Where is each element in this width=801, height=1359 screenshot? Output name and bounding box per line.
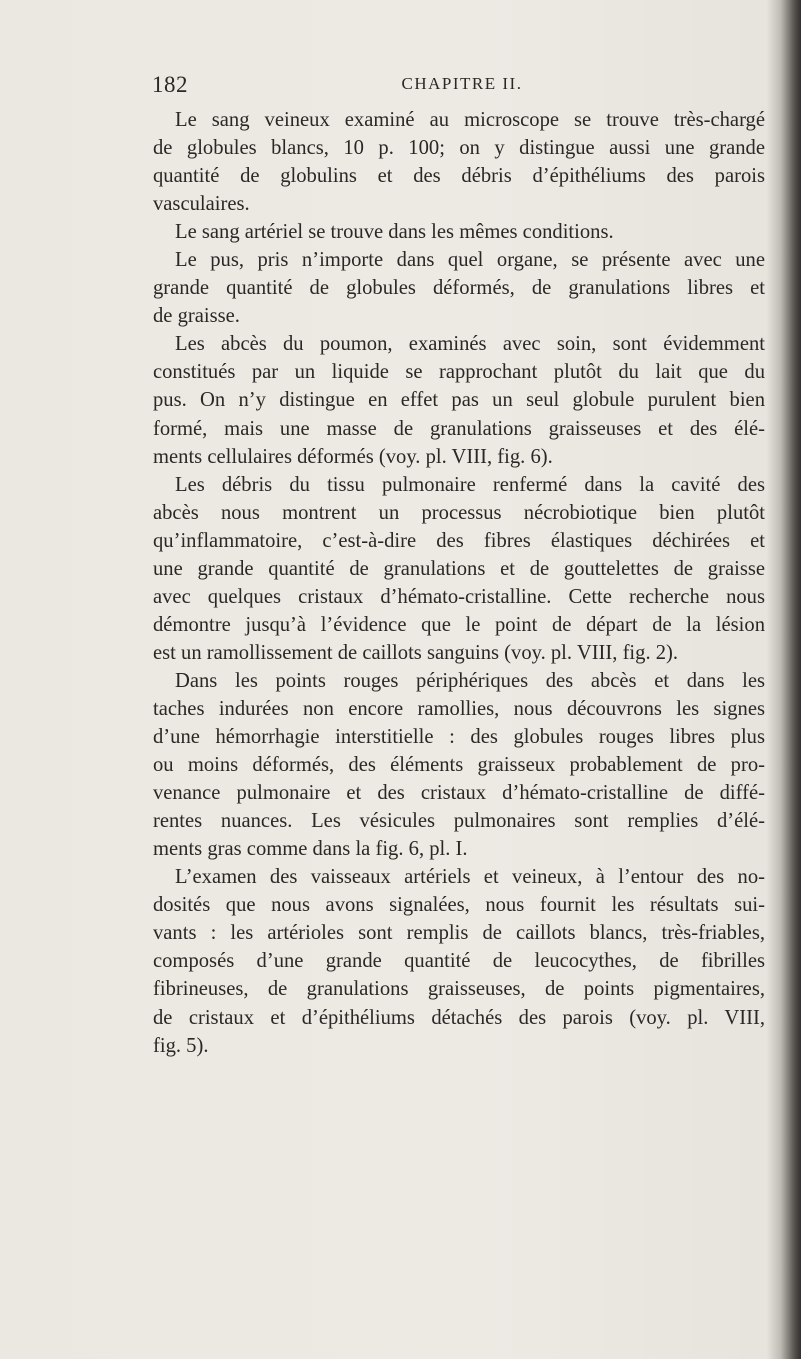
- text-line: L’examen des vaisseaux artériels et veineux, à l’entour des no-: [175, 866, 765, 889]
- page-edge-shadow: [767, 0, 801, 1359]
- text-line: venance pulmonaire et des cristaux d’hémato-cristalline de diffé-: [153, 782, 765, 805]
- text-line: formé, mais une masse de granulations graisseuses et des élé-: [153, 417, 765, 440]
- text-line: Le pus, pris n’importe dans quel organe, se présente avec une: [175, 249, 765, 272]
- page-number: 182: [152, 72, 188, 97]
- text-line: quantité de globulins et des débris d’épithéliums des parois: [153, 165, 765, 188]
- text-line: qu’inflammatoire, c’est-à-dire des fibres élastiques déchirées et: [153, 529, 765, 552]
- text-line: avec quelques cristaux d’hémato-cristalline. Cette recherche nous: [153, 585, 765, 608]
- text-line: est un ramollissement de caillots sanguins (voy. pl. VIII, fig. 2).: [153, 641, 679, 664]
- text-line: d’une hémorrhagie interstitielle : des globules rouges libres plus: [153, 726, 765, 749]
- page-header: [152, 72, 772, 102]
- text-line: démontre jusqu’à l’évidence que le point de départ de la lésion: [153, 613, 765, 636]
- running-title: CHAPITRE II.: [401, 74, 523, 93]
- text-line: ments gras comme dans la fig. 6, pl. I.: [153, 838, 468, 861]
- text-line: dosités que nous avons signalées, nous fournit les résultats sui-: [153, 894, 765, 917]
- text-line: Le sang veineux examiné au microscope se trouve très-chargé: [175, 109, 765, 131]
- text-line: Dans les points rouges périphériques des abcès et dans les: [175, 669, 765, 692]
- text-line: de graisse.: [153, 305, 240, 328]
- text-line: rentes nuances. Les vésicules pulmonaires sont remplies d’élé-: [153, 810, 765, 833]
- text-line: taches indurées non encore ramollies, nous découvrons les signes: [153, 697, 765, 720]
- text-line: fibrineuses, de granulations graisseuses, de points pigmentaires,: [153, 978, 765, 1001]
- text-line: une grande quantité de granulations et de gouttelettes de graisse: [153, 557, 765, 580]
- text-line: de globules blancs, 10 p. 100; on y distingue aussi une grande: [153, 137, 765, 160]
- text-line: composés d’une grande quantité de leucocythes, de fibrilles: [153, 950, 765, 973]
- text-line: Les abcès du poumon, examinés avec soin, sont évidemment: [175, 333, 765, 356]
- text-line: constitués par un liquide se rapprochant plutôt du lait que du: [153, 361, 765, 384]
- text-line: de cristaux et d’épithéliums détachés des parois (voy. pl. VIII,: [153, 1006, 765, 1029]
- text-line: Le sang artériel se trouve dans les mêmes conditions.: [175, 221, 614, 244]
- body-text: [153, 106, 765, 1060]
- text-line: vants : les artérioles sont remplis de caillots blancs, très-friables,: [153, 922, 765, 945]
- text-line: fig. 5).: [153, 1034, 209, 1057]
- text-line: ments cellulaires déformés (voy. pl. VIII, fig. 6).: [153, 445, 553, 468]
- text-line: Les débris du tissu pulmonaire renfermé dans la cavité des: [175, 473, 765, 496]
- text-line: abcès nous montrent un processus nécrobiotique bien plutôt: [153, 501, 765, 524]
- text-line: pus. On n’y distingue en effet pas un seul globule purulent bien: [153, 389, 765, 412]
- text-line: ou moins déformés, des éléments graisseux probablement de pro-: [153, 754, 765, 777]
- text-line: vasculaires.: [153, 193, 250, 216]
- text-line: grande quantité de globules déformés, de granulations libres et: [153, 277, 765, 300]
